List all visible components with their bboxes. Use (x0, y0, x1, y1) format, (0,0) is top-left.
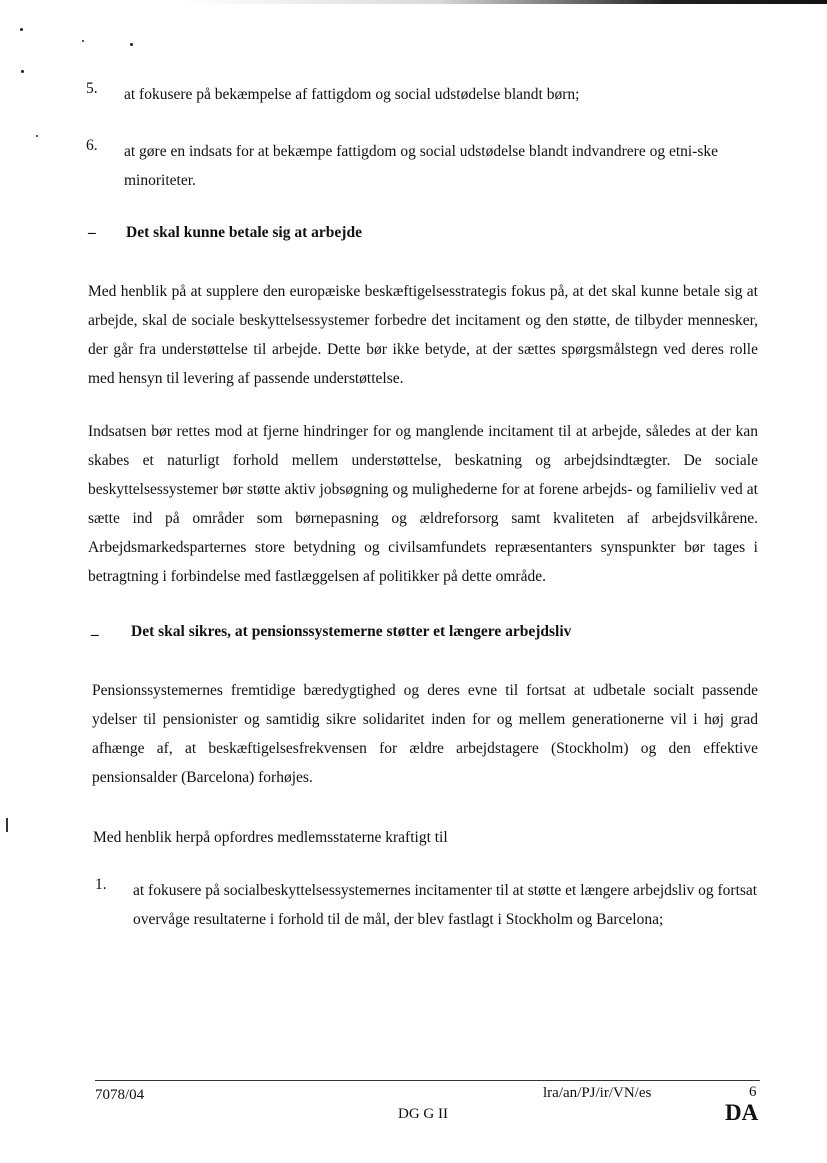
body-paragraph: Med henblik herpå opfordres medlemsstaterne kraftigt til (93, 829, 448, 846)
section-dash: – (91, 626, 99, 643)
scan-speck (82, 40, 84, 42)
body-paragraph: Pensionssystemernes fremtidige bæredygtighed og deres evne til fortsat at udbetale socialt passende ydelser til pensionister og samtidig sikre solidaritet inden for og mellem generationerne vil i høj grad afhænge af, at beskæftigelsesfrekvensen for ældre arbejdstagere (Stockholm) og den effektive pensionsalder (Barcelona) forhøjes. (92, 682, 758, 786)
scan-speck (21, 70, 24, 73)
scan-edge-artifact (180, 0, 827, 4)
section-heading: Det skal sikres, at pensionssystemerne støtter et længere arbejdsliv (131, 623, 572, 640)
document-reference: 7078/04 (95, 1087, 145, 1103)
list-item-number: 1. (95, 876, 107, 893)
body-paragraph: Med henblik på at supplere den europæiske beskæftigelsesstrategis fokus på, at det skal kunne betale sig at arbejde, skal de sociale beskyttelsessystemer forbedre det incitament og den støtte, de tilbyder mennesker, der går fra understøttelse til arbejde. Dette bør ikke betyde, at der sættes spørgsmålstegn ved deres rolle med hensyn til levering af passende understøttelse. (88, 283, 758, 387)
body-paragraph: Indsatsen bør rettes mod at fjerne hindringer for og manglende incitament til at arbejde, således at der kan skabes et naturligt forhold mellem understøttelse, beskatning og arbejdsindtægter. De sociale beskyttelsessystemer bør støtte aktiv jobsøgning og mulighederne for at forene arbejds- og familieliv ved at sætte ind på områder som børnepasning og ældreforsorg samt kvaliteten af arbejdsvilkårene. Arbejdsmarkedsparternes store betydning og civilsamfundets repræsentanters synspunkter bør tages i betragtning i forbindelse med fastlæggelsen af politikker på dette område. (88, 423, 758, 585)
section-dash: – (88, 224, 96, 241)
list-item-number: 6. (86, 137, 98, 154)
scan-speck (130, 43, 133, 46)
scan-speck (36, 135, 38, 137)
directorate-label: DG G II (398, 1106, 448, 1122)
section-heading: Det skal kunne betale sig at arbejde (126, 224, 362, 241)
list-item-text: at fokusere på bekæmpelse af fattigdom og social udstødelse blandt børn; (124, 86, 580, 103)
page-number: 6 (749, 1084, 757, 1100)
footer-rule (95, 1080, 760, 1081)
language-code: DA (725, 1100, 759, 1125)
scan-edge-mark (6, 818, 8, 832)
document-codes: lra/an/PJ/ir/VN/es (543, 1085, 652, 1101)
list-item-text: at gøre en indsats for at bekæmpe fattigdom og social udstødelse blandt indvandrere og etni-ske minoriteter. (124, 143, 719, 189)
list-item-number: 5. (86, 80, 98, 97)
list-item-text: at fokusere på socialbeskyttelsessystemernes incitamenter til at støtte et længere arbejdsliv og fortsat overvåge resultaterne i forhold til de mål, der blev fastlagt i Stockholm og Barcelona; (133, 882, 758, 928)
scan-speck (20, 28, 23, 31)
